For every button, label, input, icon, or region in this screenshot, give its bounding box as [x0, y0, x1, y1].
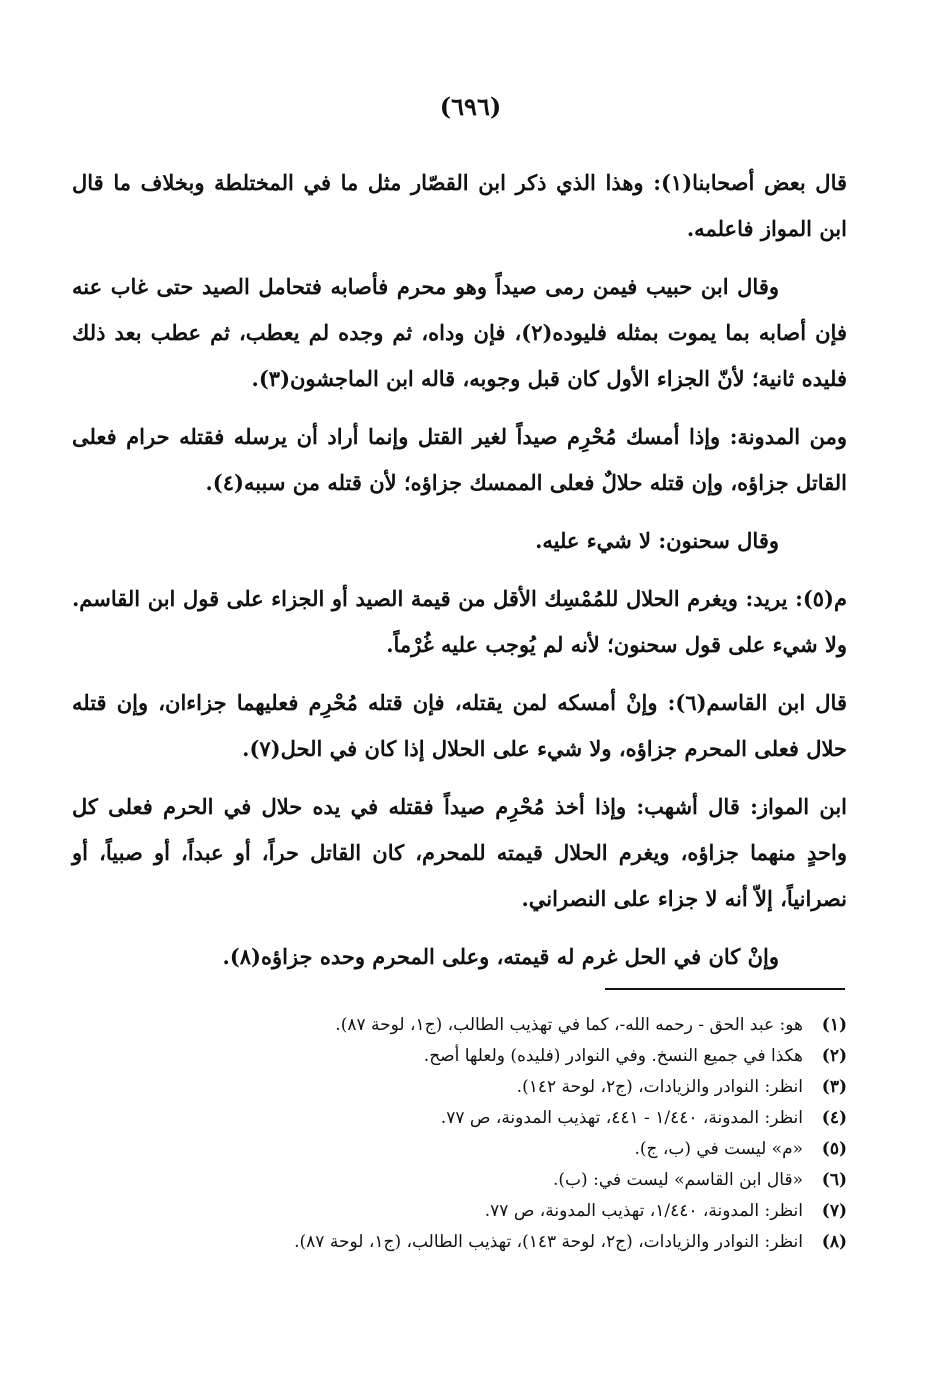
footnote-number: (٨) — [821, 1232, 847, 1252]
footnotes — [72, 1010, 847, 1258]
paragraph: وقال ابن حبيب فيمن رمى صيداً وهو محرم فأصابه فتحامل الصيد حتى غاب عنه فإن أصابه بما يموت بمثله فليوده(٢)، فإن وداه، ثم وجده لم يعطب، ثم عطب بعد ذلك فليده ثانية؛ لأنّ الجزاء الأول كان قبل وجوبه، قاله ابن الماجشون(٣). — [72, 274, 847, 391]
footnote-text: انظر: المدونة، ١/٤٤٠، تهذيب المدونة، ص ٧٧. — [484, 1201, 803, 1221]
footnote-text: «م» ليست في (ب، ج). — [634, 1139, 803, 1159]
footnote-number: (٧) — [821, 1201, 847, 1221]
paragraph: قال ابن القاسم(٦): وإنْ أمسكه لمن يقتله، فإن قتله مُحْرِم فعليهما جزاءان، وإن قتله حلال فعلى المحرم جزاؤه، ولا شيء على الحلال إذا كان في الحل(٧). — [72, 690, 847, 761]
footnote-text: انظر: المدونة، ١/٤٤٠ - ٤٤١، تهذيب المدونة، ص ٧٧. — [440, 1108, 803, 1128]
footnote-text: هكذا في جميع النسخ. وفي النوادر (فليده) ولعلها أصح. — [423, 1046, 803, 1066]
footnote-number: (٦) — [821, 1170, 847, 1190]
paragraph: وإنْ كان في الحل غرم له قيمته، وعلى المحرم وحده جزاؤه(٨). — [222, 944, 779, 969]
footnote-number: (٥) — [821, 1139, 847, 1159]
paragraph: وقال سحنون: لا شيء عليه. — [535, 528, 779, 553]
footnote — [72, 1196, 847, 1227]
paragraph: قال بعض أصحابنا(١): وهذا الذي ذكر ابن القصّار مثل ما في المختلطة وبخلاف ما قال ابن المواز فاعلمه. — [72, 170, 847, 241]
footnote-text: هو: عبد الحق - رحمه الله-، كما في تهذيب الطالب، (ج١، لوحة ٨٧). — [335, 1015, 803, 1035]
footnote-divider — [605, 988, 845, 990]
footnote-number: (٤) — [821, 1108, 847, 1128]
footnote — [72, 1134, 847, 1165]
page-number: (٦٩٦) — [439, 92, 502, 121]
footnote-text: «قال ابن القاسم» ليست في: (ب). — [553, 1170, 803, 1190]
footnote — [72, 1010, 847, 1041]
footnote-text: انظر: النوادر والزيادات، (ج٢، لوحة ١٤٢). — [516, 1077, 803, 1097]
footnote-number: (٢) — [821, 1046, 847, 1066]
paragraph: ابن المواز: قال أشهب: وإذا أخذ مُحْرِم صيداً فقتله في يده حلال في الحرم فعلى كل واحدٍ منهما جزاؤه، ويغرم الحلال قيمته للمحرم، كان القاتل حراً، أو عبداً، أو صبياً، أو نصرانياً، إلاّ أنه لا جزاء على النصراني. — [72, 794, 847, 911]
footnote — [72, 1041, 847, 1072]
footnote — [72, 1072, 847, 1103]
paragraph: م(٥): يريد: ويغرم الحلال للمُمْسِك الأقل من قيمة الصيد أو الجزاء على قول ابن القاسم. ولا شيء على قول سحنون؛ لأنه لم يُوجب عليه غُرْماً. — [72, 586, 847, 657]
footnote-number: (٣) — [821, 1077, 847, 1097]
main-text — [72, 160, 847, 992]
paragraph: ومن المدونة: وإذا أمسك مُحْرِم صيداً لغير القتل وإنما أراد أن يرسله فقتله حرام فعلى القاتل جزاؤه، وإن قتله حلالٌ فعلى الممسك جزاؤه؛ لأن قتله من سببه(٤). — [72, 424, 847, 495]
footnote — [72, 1165, 847, 1196]
footnote — [72, 1103, 847, 1134]
footnote-number: (١) — [821, 1015, 847, 1035]
footnote-text: انظر: النوادر والزيادات، (ج٢، لوحة ١٤٣)، تهذيب الطالب، (ج١، لوحة ٨٧). — [294, 1232, 803, 1252]
footnote — [72, 1227, 847, 1258]
